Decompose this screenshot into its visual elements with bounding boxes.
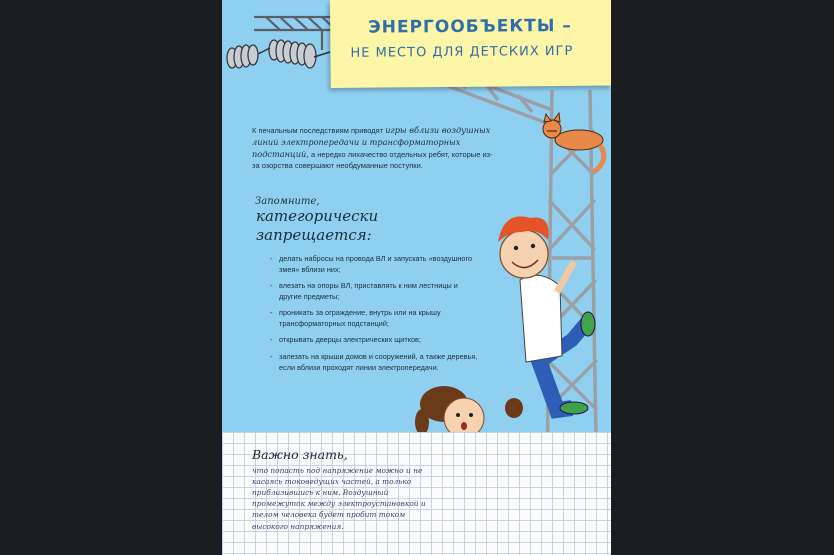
list-item: - делать набросы на провода ВЛ и запускать «воздушного змея» вблизи них; <box>270 254 480 275</box>
page-subtitle: НЕ МЕСТО ДЛЯ ДЕТСКИХ ИГР <box>350 43 574 61</box>
list-item: - проникать за ограждение, внутрь или на крышу трансформаторных подстанций; <box>270 308 480 329</box>
list-item: - залезать на крыши домов и сооружений, а также деревья, если вблизи проходят линии электропередачи. <box>270 352 480 373</box>
insulator-illustration <box>227 40 330 68</box>
remember-label: Запомните, <box>255 196 320 207</box>
intro-part3: а нередко лихачество отдельных ребят, которые из-за озорства совершают необдуманные поступки. <box>252 149 493 170</box>
title-note <box>330 0 611 88</box>
list-item: - открывать дверцы электрических щитков; <box>270 335 480 346</box>
safety-poster <box>222 0 611 555</box>
important-title: Важно знать, <box>252 447 348 462</box>
list-item: - влезать на опоры ВЛ, приставлять к ним лестницы и другие предметы; <box>270 281 480 302</box>
intro-part1: К печальным последствиям приводят <box>252 126 384 135</box>
intro-part2: игры вблизи воздушных линий электропередачи и трансформаторных подстанций, <box>252 125 491 159</box>
forbidden-label: запрещается: <box>256 226 372 244</box>
page-title: ЭНЕРГООБЪЕКТЫ – <box>368 15 572 38</box>
intro-paragraph <box>252 125 497 172</box>
categorically-label: категорически <box>256 207 379 225</box>
important-text: что попасть под напряжение можно и не касаясь токоведущих частей, а только приблизившись к ним. Воздушный промежуток между электроустановкой и телом человека будет пробит током высокого напряжения. <box>252 466 426 531</box>
rules-list <box>270 254 480 379</box>
